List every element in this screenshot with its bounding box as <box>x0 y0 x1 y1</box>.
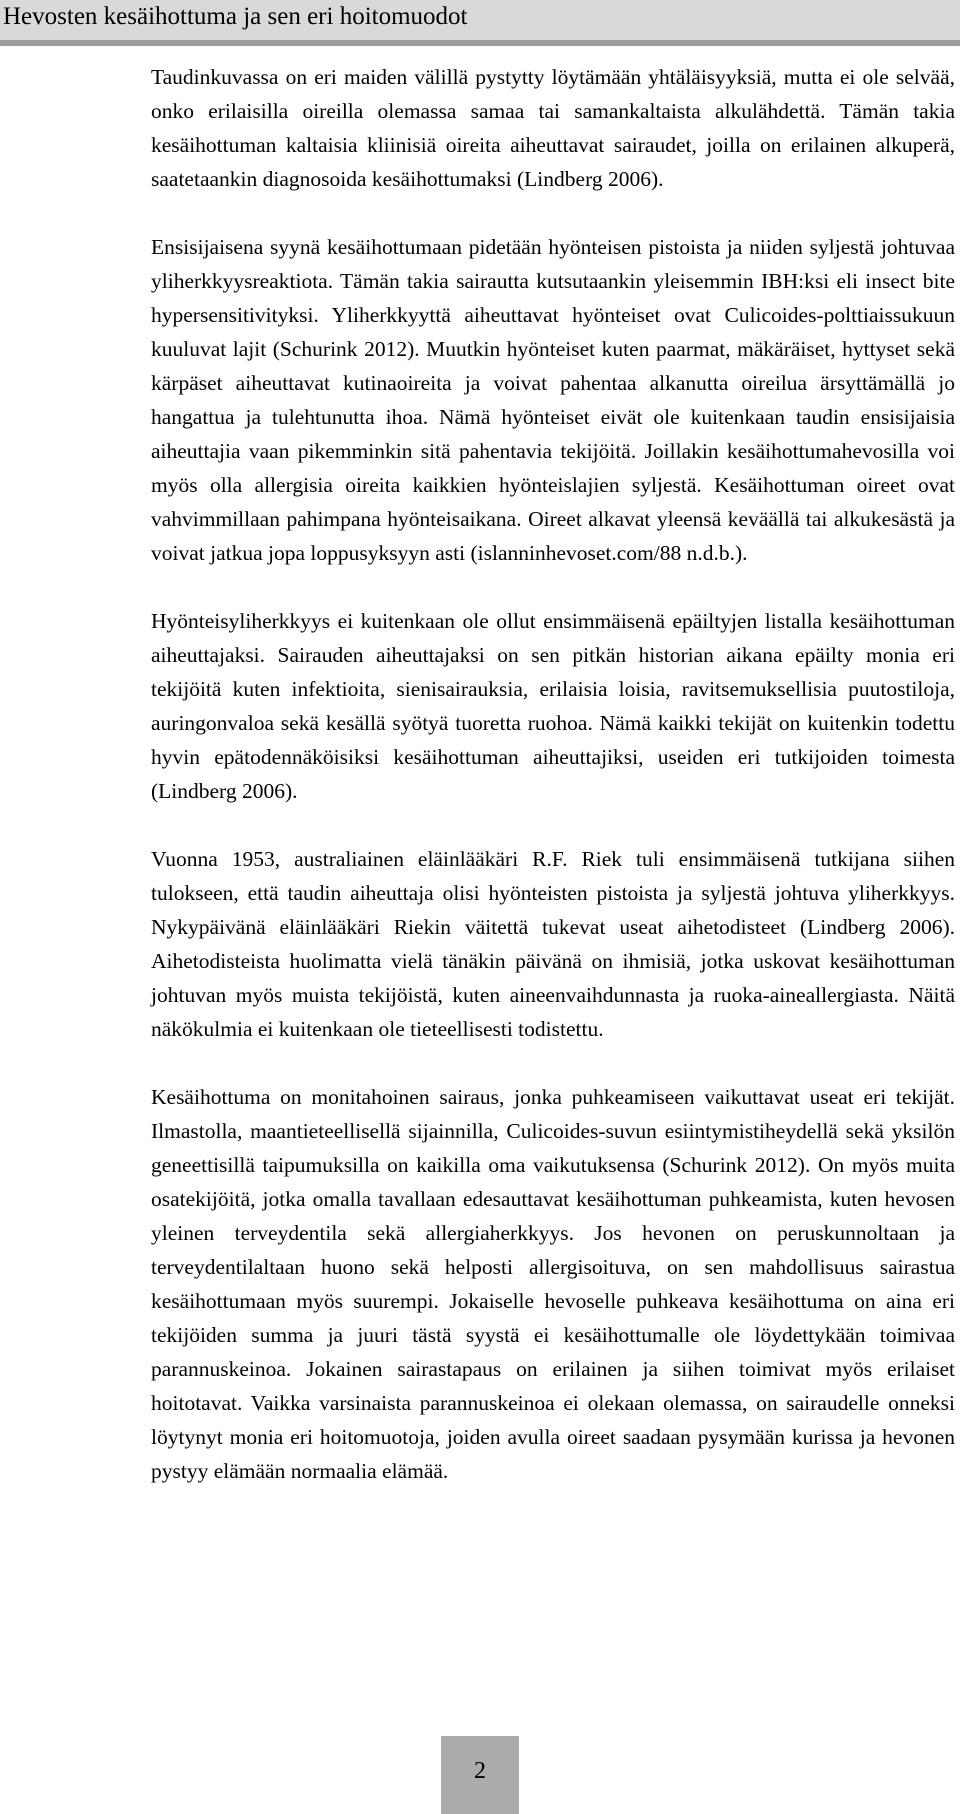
paragraph: Hyönteisyliherkkyys ei kuitenkaan ole ollut ensimmäisenä epäiltyjen listalla kesäihottuman aiheuttajaksi. Sairauden aiheuttajaksi on sen pitkän historian aikana epäilty monia eri tekijöitä kuten infektioita, sienisairauksia, erilaisia loisia, ravitsemuksellisia puutostiloja, auringonvaloa sekä kesällä syötyä tuoretta ruohoa. Nämä kaikki tekijät on kuitenkin todettu hyvin epätodennäköisiksi kesäihottuman aiheuttajiksi, useiden eri tutkijoiden toimesta (Lindberg 2006). <box>151 609 955 803</box>
body-text <box>151 60 955 1522</box>
running-header <box>0 0 960 46</box>
paragraph: Taudinkuvassa on eri maiden välillä pystytty löytämään yhtäläisyyksiä, mutta ei ole selvää, onko erilaisilla oireilla olemassa samaa tai samankaltaista alkulähdettä. Tämän takia kesäihottuman kaltaisia kliinisiä oireita aiheuttavat sairaudet, joilla on erilainen alkuperä, saatetaankin diagnosoida kesäihottumaksi (Lindberg 2006). <box>151 65 955 191</box>
page-number: 2 <box>474 1758 486 1784</box>
page-number-box <box>441 1736 519 1814</box>
paragraph: Ensisijaisena syynä kesäihottumaan pidetään hyönteisen pistoista ja niiden syljestä johtuvaa yliherkkyysreaktiota. Tämän takia sairautta kutsutaankin yleisemmin IBH:ksi eli insect bite hypersensitivityksi. Yliherkkyyttä aiheuttavat hyönteiset ovat Culicoides-polttiaissukuun kuuluvat lajit (Schurink 2012). Muutkin hyönteiset kuten paarmat, mäkäräiset, hyttyset sekä kärpäset aiheuttavat kutinaoireita ja voivat pahentaa alkanutta oireilua ärsyttämällä jo hangattua ja tulehtunutta ihoa. Nämä hyönteiset eivät ole kuitenkaan taudin ensisijaisia aiheuttajia vaan pikemminkin sitä pahentavia tekijöitä. Joillakin kesäihottumahevosilla voi myös olla allergisia oireita kaikkien hyönteislajien syljestä. Kesäihottuman oireet ovat vahvimmillaan pahimpana hyönteisaikana. Oireet alkavat yleensä keväällä tai alkukesästä ja voivat jatkua jopa loppusyksyyn asti (islanninhevoset.com/88 n.d.b.). <box>151 235 955 565</box>
paragraph: Vuonna 1953, australiainen eläinlääkäri R.F. Riek tuli ensimmäisenä tutkijana siihen tulokseen, että taudin aiheuttaja olisi hyönteisten pistoista ja syljestä johtuva yliherkkyys. Nykypäivänä eläinlääkäri Riekin väitettä tukevat useat aihetodisteet (Lindberg 2006). Aihetodisteista huolimatta vielä tänäkin päivänä on ihmisiä, jotka uskovat kesäihottuman johtuvan myös muista tekijöistä, kuten aineenvaihdunnasta ja ruoka-aineallergiasta. Näitä näkökulmia ei kuitenkaan ole tieteellisesti todistettu. <box>151 847 955 1041</box>
document-title: Hevosten kesäihottuma ja sen eri hoitomuodot <box>3 3 468 30</box>
paragraph: Kesäihottuma on monitahoinen sairaus, jonka puhkeamiseen vaikuttavat useat eri tekijät. Ilmastolla, maantieteellisellä sijainnilla, Culicoides-suvun esiintymistiheydellä sekä yksilön geneettisillä taipumuksilla on kaikilla oma vaikutuksensa (Schurink 2012). On myös muita osatekijöitä, jotka omalla tavallaan edesauttavat kesäihottuman puhkeamista, kuten hevosen yleinen terveydentila sekä allergiaherkkyys. Jos hevonen on peruskunnoltaan ja terveydentilaltaan huono sekä helposti allergisoituva, on sen mahdollisuus sairastua kesäihottumaan myös suurempi. Jokaiselle hevoselle puhkeava kesäihottuma on aina eri tekijöiden summa ja juuri tästä syystä ei kesäihottumalle ole löydettykään toimivaa parannuskeinoa. Jokainen sairastapaus on erilainen ja siihen toimivat myös erilaiset hoitotavat. Vaikka varsinaista parannuskeinoa ei olekaan olemassa, on sairaudelle onneksi löytynyt monia eri hoitomuotoja, joiden avulla oireet saadaan pysymään kurissa ja hevonen pystyy elämään normaalia elämää. <box>151 1085 955 1483</box>
